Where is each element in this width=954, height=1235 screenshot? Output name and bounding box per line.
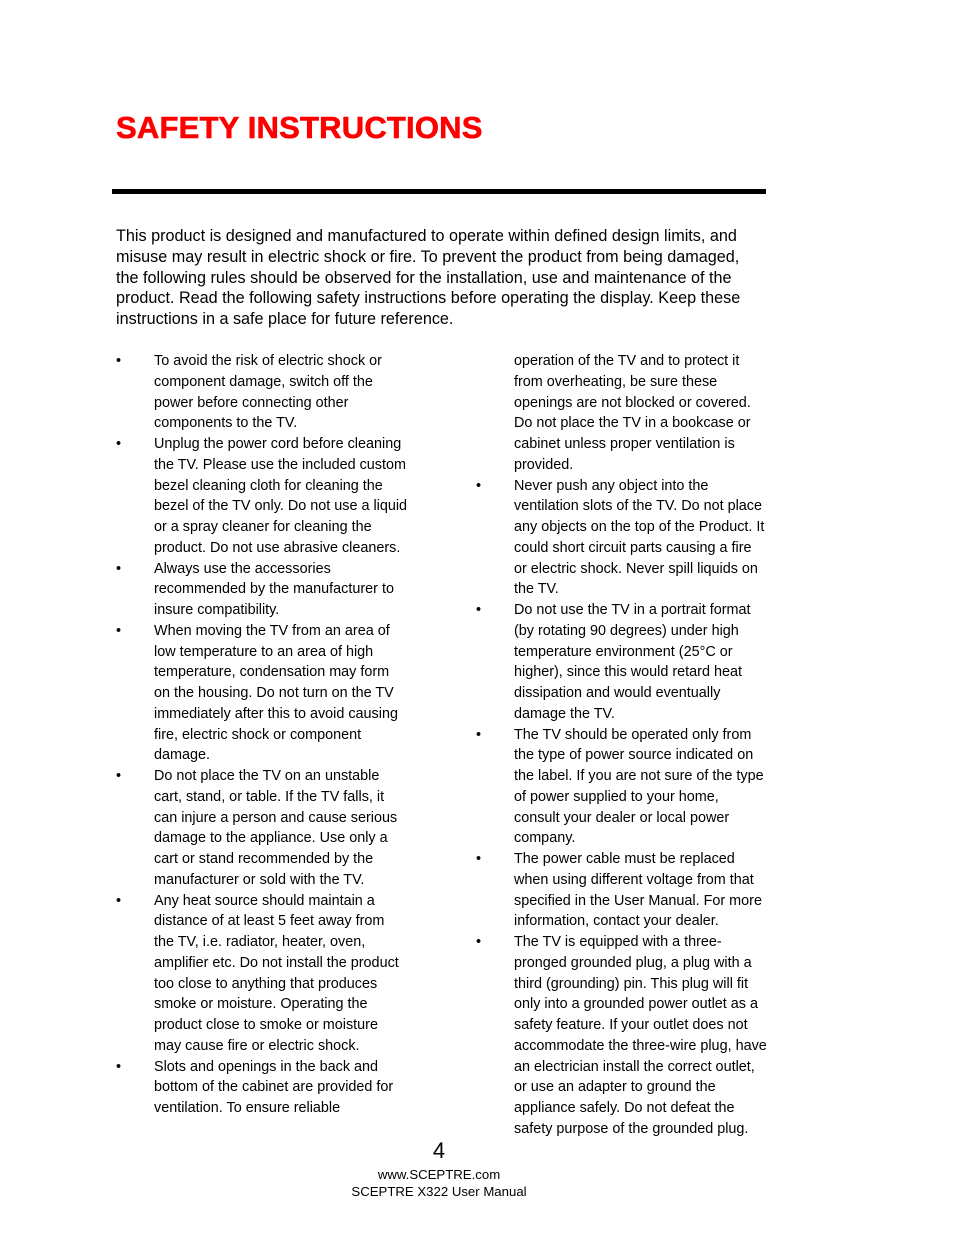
footer-manual-title: SCEPTRE X322 User Manual [351, 1184, 527, 1199]
bullet-icon: • [116, 353, 122, 369]
list-item [116, 766, 408, 891]
bullet-icon: • [476, 602, 482, 618]
list-item-text: Do not place the TV on an unstable cart, stand, or table. If the TV falls, it can injure a person and cause serious damage to the appliance. Use only a cart or stand recommended by the manufacturer or sold with the TV. [154, 768, 398, 888]
bullet-icon: • [476, 477, 482, 494]
list-item [116, 621, 408, 766]
list-item-text: Do not use the TV in a portrait format (by rotating 90 degrees) under high temperature environment (25°C or higher), since this would retard heat dissipation and would eventually damage the TV. [514, 602, 751, 722]
bullet-icon: • [476, 934, 482, 950]
list-item [476, 932, 768, 1140]
page-footer [0, 1166, 878, 1200]
bullet-icon: • [476, 851, 482, 867]
title-divider [112, 189, 766, 194]
list-item [476, 849, 768, 932]
list-item-text: The power cable must be replaced when using different voltage from that specified in the User Manual. For more information, contact your dealer. [514, 851, 762, 930]
list-item [476, 476, 768, 601]
list-item [476, 600, 768, 725]
list-item [116, 351, 408, 434]
page-title: SAFETY INSTRUCTIONS [116, 110, 483, 145]
list-item [116, 891, 408, 1057]
list-item-text: Any heat source should maintain a distance of at least 5 feet away from the TV, i.e. radiator, heater, oven, amplifier etc. Do not install the product too close to anything that produces smoke or moisture. Operating the product close to smoke or moisture may cause fire or electric shock. [154, 892, 399, 1054]
safety-list-left [116, 351, 408, 1119]
page-number: 4 [432, 1138, 446, 1163]
footer-website: www.SCEPTRE.com [377, 1167, 501, 1182]
bullet-icon: • [116, 892, 122, 909]
list-item-text: The TV is equipped with a three-pronged grounded plug, a plug with a third (grounding) pin. This plug will fit only into a grounded power outlet as a safety feature. If your outlet does not accommodate the three-wire plug, have an electrician install the correct outlet, or use an adapter to ground the appliance safely. Do not defeat the safety purpose of the grounded plug. [514, 934, 767, 1137]
list-item-text: Slots and openings in the back and bottom of the cabinet are provided for ventilation. To ensure reliable [154, 1058, 394, 1116]
list-item [116, 1057, 408, 1119]
list-item-text: The TV should be operated only from the type of power source indicated on the label. If you are not sure of the type of power supplied to your home, consult your dealer or local power company. [514, 726, 764, 847]
list-item [116, 559, 408, 621]
bullet-icon: • [116, 1058, 122, 1075]
intro-paragraph: This product is designed and manufactured to operate within defined design limits, and misuse may result in electric shock or fire. To prevent the product from being damaged, the following rules should be observed for the installation, use and maintenance of the product. Read the following safety instructions before operating the display. Keep these instructions in a safe place for future reference. [116, 227, 741, 329]
bullet-icon: • [116, 560, 122, 577]
list-item-text: Unplug the power cord before cleaning the TV. Please use the included custom bezel cleaning cloth for cleaning the bezel of the TV only. Do not use a liquid or a spray cleaner for cleaning the product. Do not use abrasive cleaners. [154, 436, 408, 556]
list-item-continuation [476, 351, 768, 476]
list-item [116, 434, 408, 559]
list-item-text: When moving the TV from an area of low temperature to an area of high temperature, condensation may form on the housing. Do not turn on the TV immediately after this to avoid causing fire, electric shock or component damage. [154, 622, 398, 764]
list-item-text: Always use the accessories recommended by the manufacturer to insure compatibility. [154, 560, 394, 618]
bullet-icon: • [116, 436, 122, 452]
list-item-text: To avoid the risk of electric shock or component damage, switch off the power before connecting other components to the TV. [154, 353, 382, 432]
list-item-text: operation of the TV and to protect it from overheating, be sure these openings are not blocked or covered. Do not place the TV in a bookcase or cabinet unless proper ventilation is provided. [514, 353, 751, 473]
safety-list-right [476, 351, 768, 1140]
list-item [476, 725, 768, 850]
bullet-icon: • [476, 726, 482, 743]
bullet-icon: • [116, 768, 122, 784]
bullet-icon: • [116, 622, 122, 639]
list-item-text: Never push any object into the ventilation slots of the TV. Do not place any objects on the top of the Product. It could short circuit parts causing a fire or electric shock. Never spill liquids on the TV. [514, 477, 765, 598]
